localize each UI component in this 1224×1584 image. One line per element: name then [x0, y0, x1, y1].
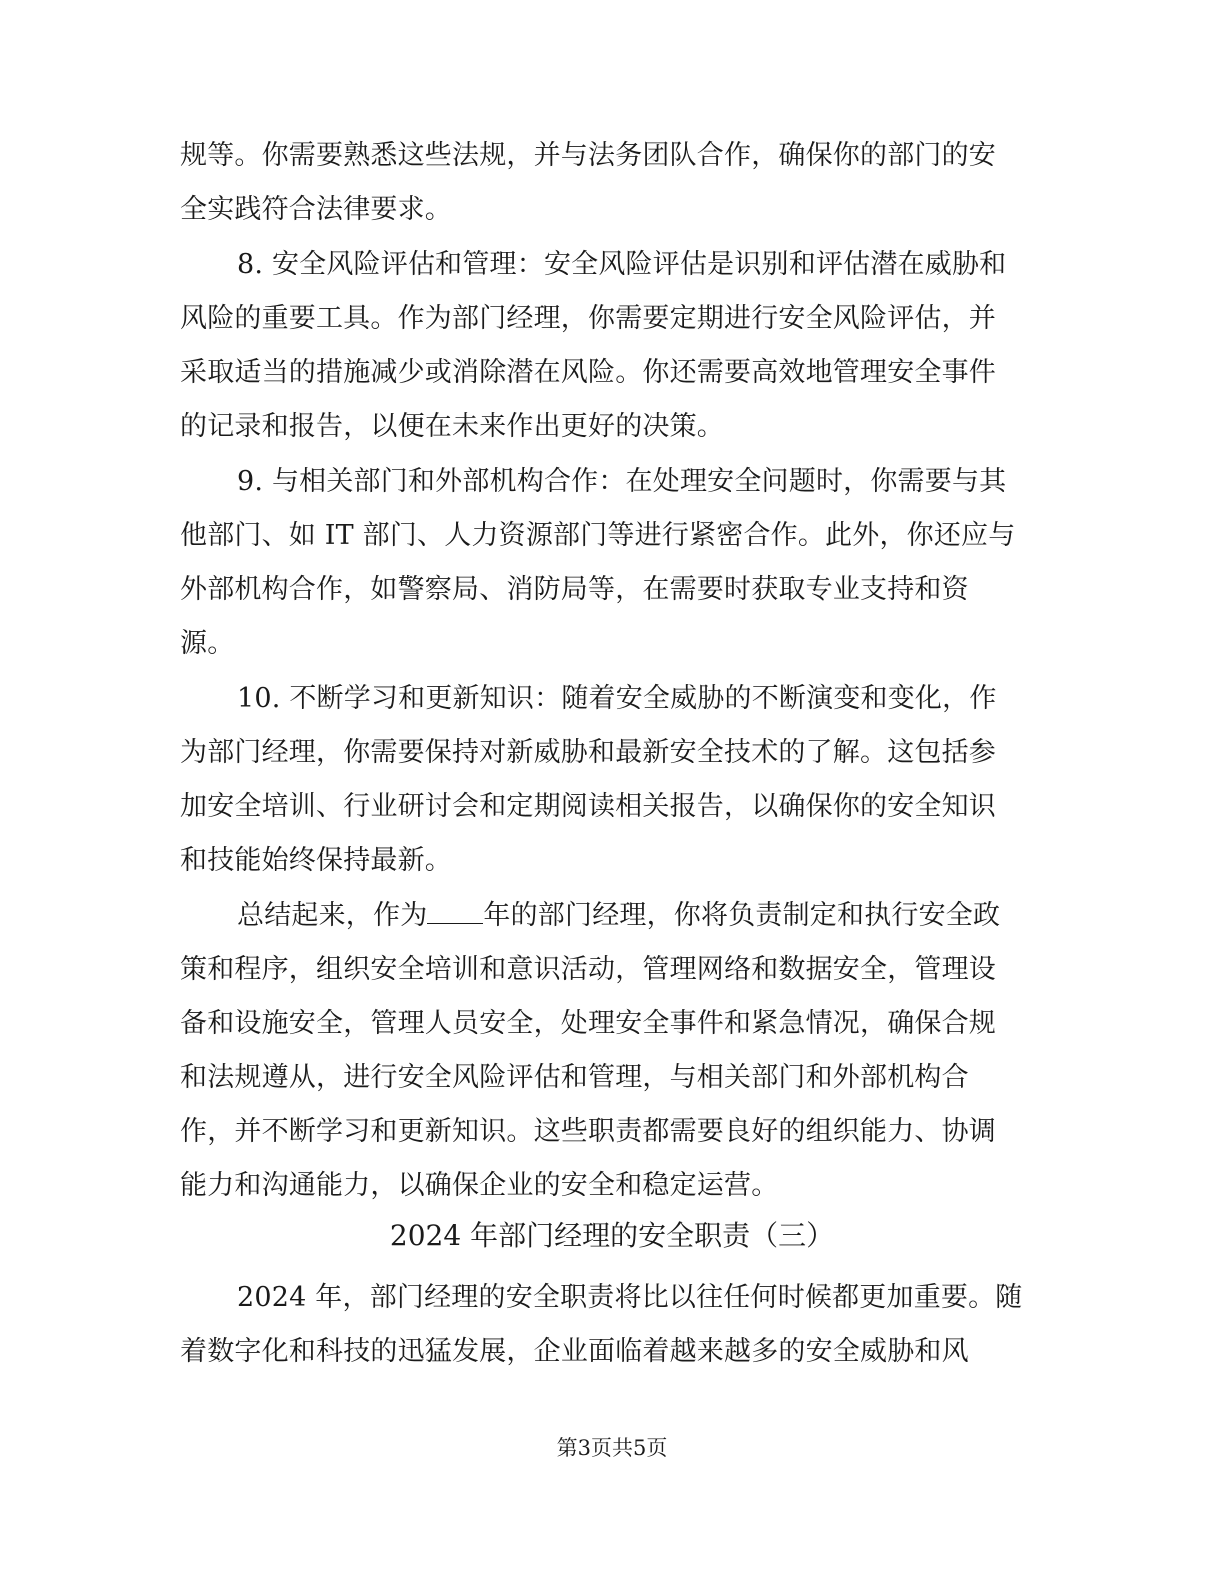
- body-line: 规等。你需要熟悉这些法规，并与法务团队合作，确保你的部门的安: [180, 140, 996, 171]
- section-heading: 2024 年部门经理的安全职责（三）: [389, 1219, 835, 1252]
- body-line: 外部机构合作，如警察局、消防局等，在需要时获取专业支持和资: [180, 574, 969, 605]
- summary-first-line: [237, 899, 1000, 933]
- body-line: 能力和沟通能力，以确保企业的安全和稳定运营。: [180, 1170, 779, 1201]
- body-line: 全实践符合法律要求。: [180, 194, 452, 225]
- body-line: 和法规遵从，进行安全风险评估和管理，与相关部门和外部机构合: [180, 1062, 969, 1093]
- list-item-9: 9. 与相关部门和外部机构合作：在处理安全问题时，你需要与其: [237, 466, 1007, 497]
- body-line: 源。: [180, 628, 235, 659]
- year-blank: [427, 899, 483, 924]
- body-line: 为部门经理，你需要保持对新威胁和最新安全技术的了解。这包括参: [180, 737, 996, 768]
- page-number-footer: 第3页共5页: [556, 1436, 668, 1460]
- summary-text-after-blank: 年的部门经理，你将负责制定和执行安全政: [483, 900, 1001, 931]
- body-line: 的记录和报告，以便在未来作出更好的决策。: [180, 411, 724, 442]
- list-item-10: 10. 不断学习和更新知识：随着安全威胁的不断演变和变化，作: [237, 683, 997, 714]
- list-item-8: 8. 安全风险评估和管理：安全风险评估是识别和评估潜在威胁和: [237, 249, 1007, 280]
- body-line: 加安全培训、行业研讨会和定期阅读相关报告，以确保你的安全知识: [180, 791, 996, 822]
- intro-line: 2024 年，部门经理的安全职责将比以往任何时候都更加重要。随: [237, 1282, 1023, 1313]
- body-line: 备和设施安全，管理人员安全，处理安全事件和紧急情况，确保合规: [180, 1008, 996, 1039]
- body-line: 风险的重要工具。作为部门经理，你需要定期进行安全风险评估，并: [180, 303, 996, 334]
- body-line: 和技能始终保持最新。: [180, 845, 452, 876]
- body-line: 策和程序，组织安全培训和意识活动，管理网络和数据安全，管理设: [180, 954, 996, 985]
- body-line: 采取适当的措施减少或消除潜在风险。你还需要高效地管理安全事件: [180, 357, 996, 388]
- intro-line: 着数字化和科技的迅猛发展，企业面临着越来越多的安全威胁和风: [180, 1336, 969, 1367]
- body-line: 作，并不断学习和更新知识。这些职责都需要良好的组织能力、协调: [180, 1116, 996, 1147]
- body-line: 他部门、如 IT 部门、人力资源部门等进行紧密合作。此外，你还应与: [180, 520, 1016, 551]
- summary-text-before-blank: 总结起来，作为: [237, 900, 428, 931]
